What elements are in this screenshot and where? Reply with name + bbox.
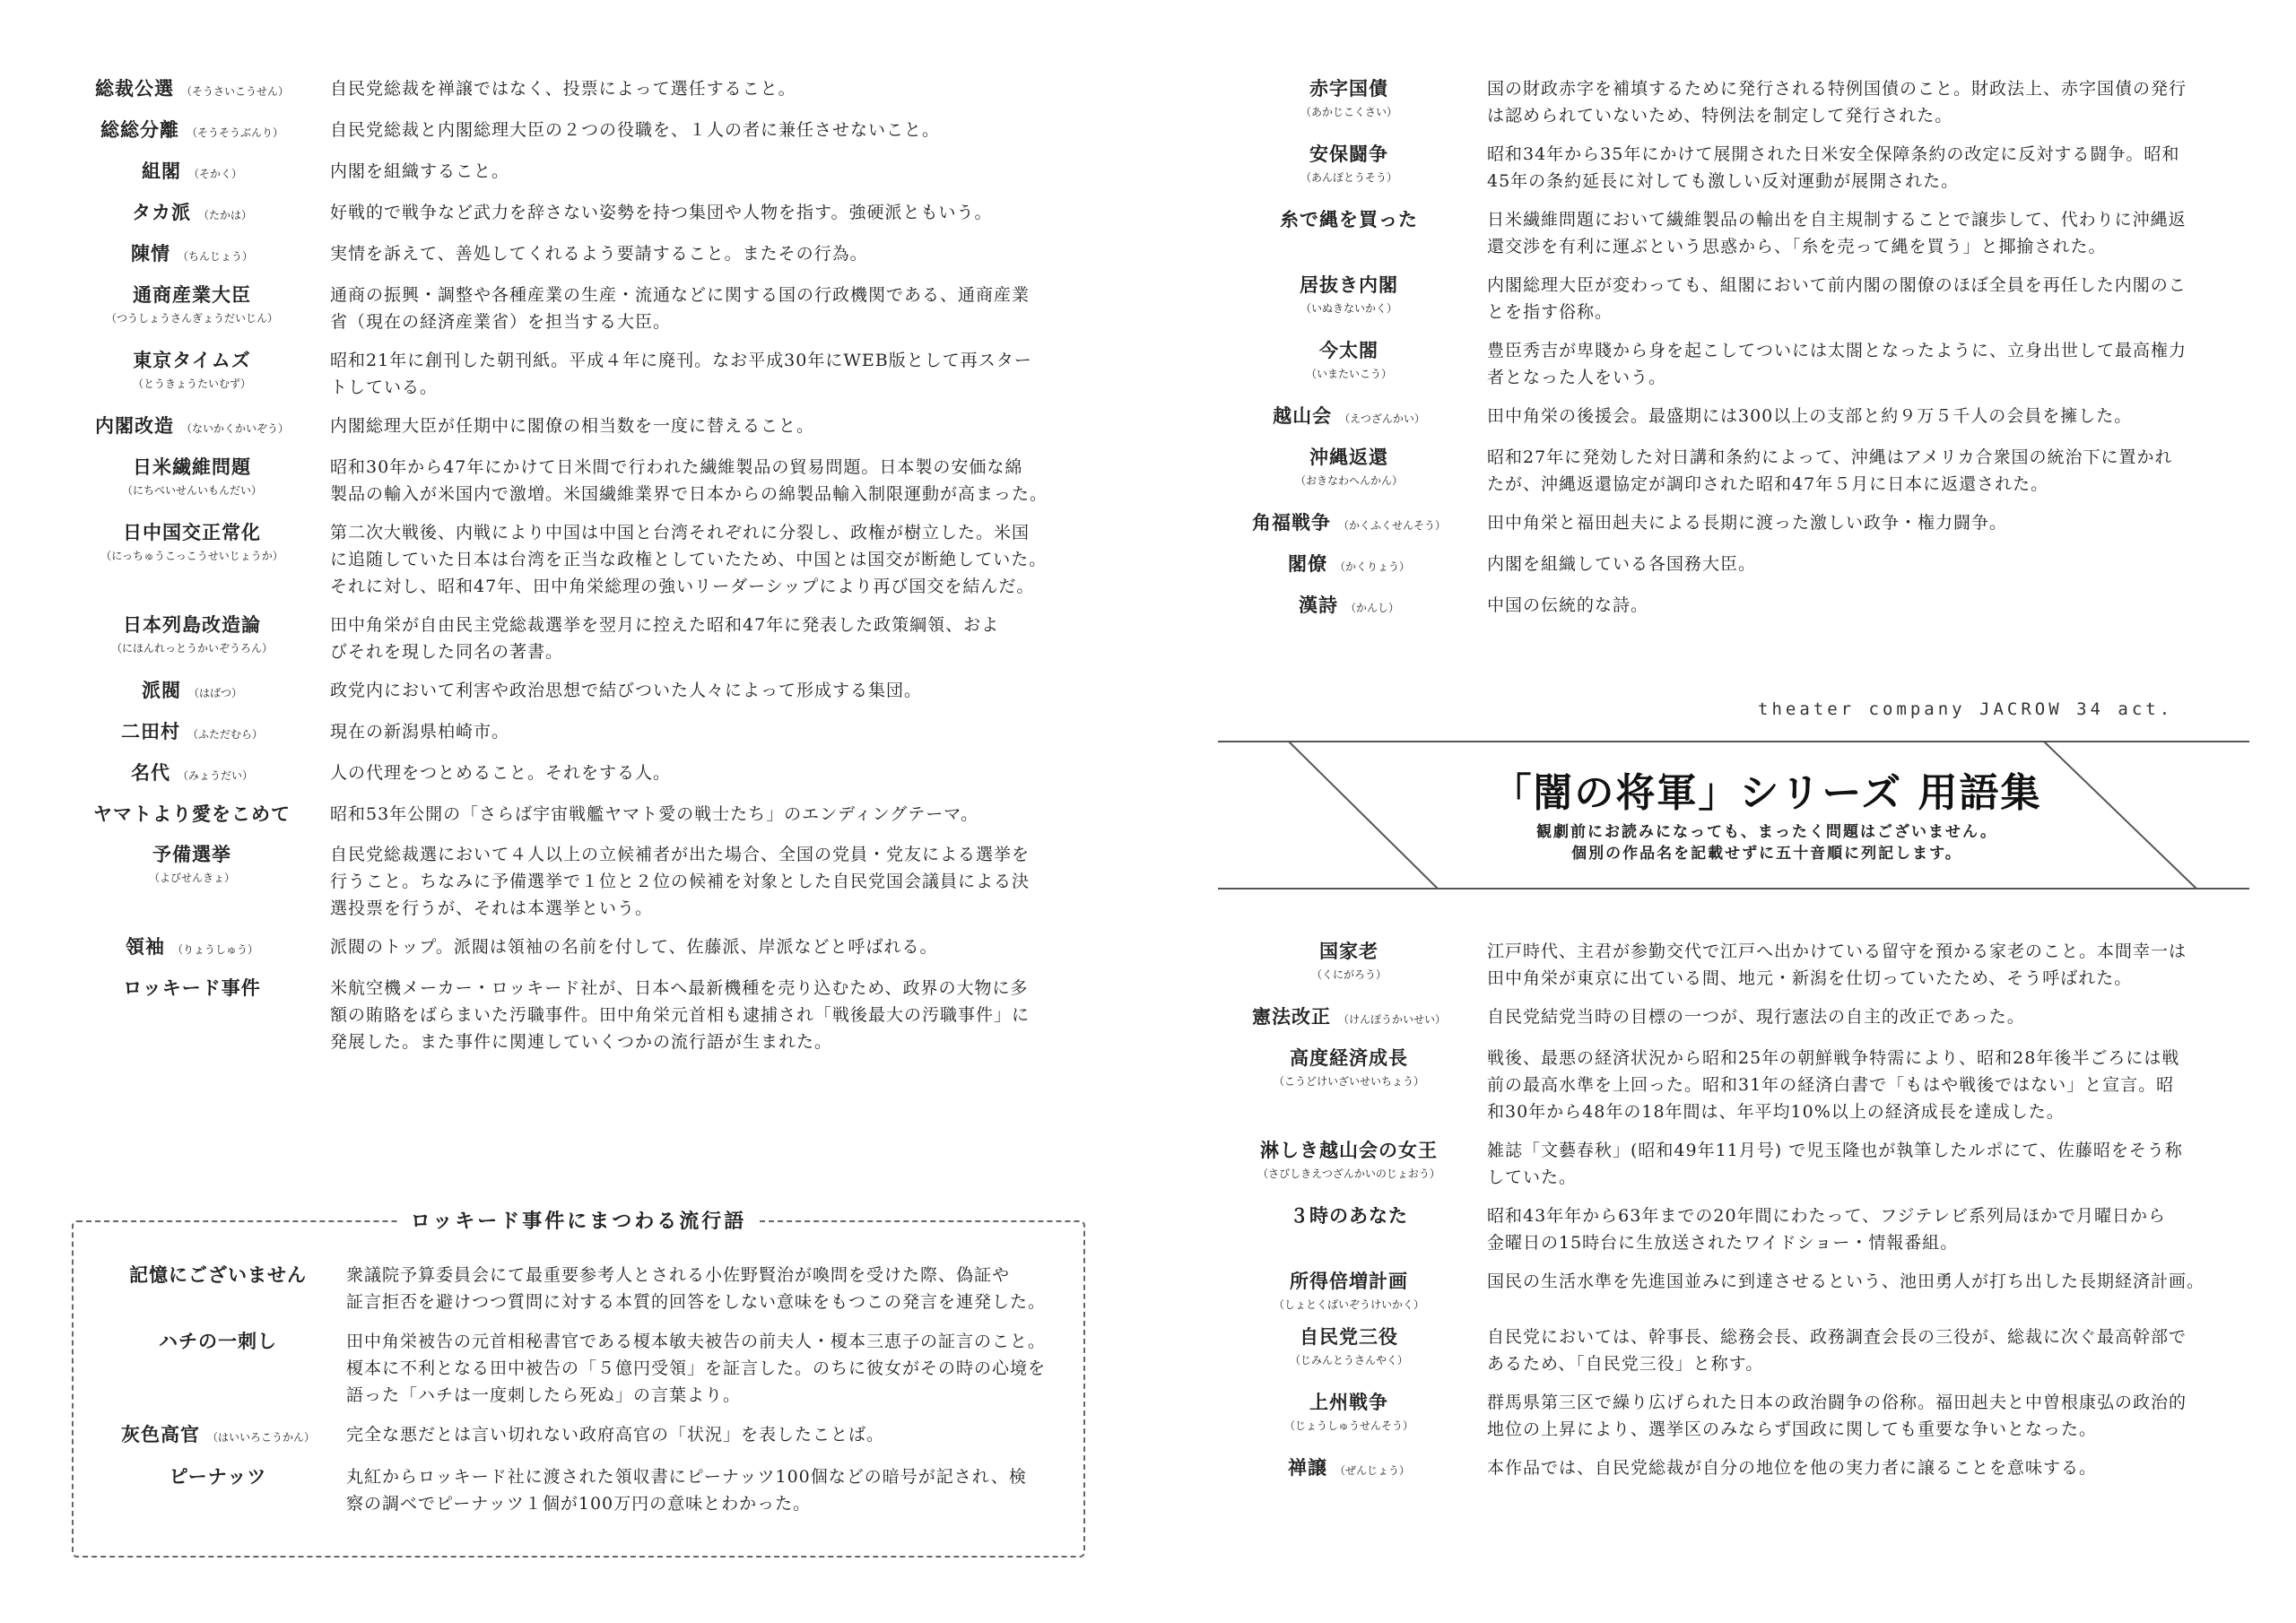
definition-line: 好戦的で戦争など武力を辞さない姿勢を持つ集団や人物を指す。強硬派ともいう。: [330, 203, 993, 222]
glossary-term: [70, 718, 314, 748]
term-reading: （みょうだい）: [177, 769, 253, 782]
definition-line: 雑誌「文藝春秋」(昭和49年11月号) で児玉隆也が執筆したルポにて、佐藤昭をそう称: [1487, 1141, 2183, 1160]
glossary-entry: [106, 1262, 1057, 1315]
glossary-term: [70, 933, 314, 963]
glossary-entry: [1227, 403, 2258, 432]
glossary-definition: [1471, 272, 2258, 325]
glossary-definition: [1471, 337, 2258, 391]
definition-line: 製品の輸入が米国内で激増。米国繊維業界で日本からの綿製品輸入制限運動が高まった。: [330, 484, 1048, 504]
glossary-term: [70, 75, 314, 105]
term-word: 閣僚: [1287, 552, 1327, 575]
glossary-definition: [314, 841, 1101, 922]
term-word: 総総分離: [100, 118, 179, 141]
term-reading: （ぜんじょう）: [1334, 1464, 1410, 1477]
glossary-entry: [1227, 444, 2258, 498]
term-reading: （けんぽうかいせい）: [1337, 1013, 1446, 1026]
right-bottom-glossary: [1227, 938, 2258, 1496]
glossary-definition: [330, 1262, 1057, 1315]
definition-line: あるため、「自民党三役」と称す。: [1487, 1354, 1764, 1374]
glossary-definition: [314, 75, 1101, 102]
definition-line: 中国の伝統的な詩。: [1487, 595, 1649, 615]
glossary-entry: [1227, 509, 2258, 539]
definition-line: 田中角栄が東京に出ている間、地元・新潟を仕切っていたため、そう呼ばれた。: [1487, 968, 2133, 988]
definition-line: 者となった人をいう。: [1487, 368, 1667, 387]
page-title: 「闇の将軍」シリーズ 用語集: [1492, 770, 2042, 816]
glossary-term: [106, 1463, 330, 1492]
term-word: 赤字国債: [1309, 77, 1388, 100]
glossary-definition: [314, 412, 1101, 439]
glossary-entry: [1227, 1202, 2258, 1256]
glossary-entry: [70, 933, 1101, 963]
definition-line: 榎本に不利となる田中被告の「５億円受領」を証言した。のちに彼女がその時の心境を: [346, 1358, 1047, 1378]
term-word: 角福戦争: [1251, 511, 1331, 534]
definition-line: 田中角栄と福田赳夫による長期に渡った激しい政争・権力闘争。: [1487, 513, 2008, 533]
glossary-entry: [70, 841, 1101, 922]
definition-line: 前の最高水準を上回った。昭和31年の経済白書で「もはや戦後ではない」と宣言。昭: [1487, 1075, 2175, 1095]
glossary-entry: [70, 612, 1101, 665]
definition-line: 米航空機メーカー・ロッキード社が、日本へ最新機種を売り込むため、政界の大物に多: [330, 978, 1029, 998]
glossary-term: [1227, 1137, 1471, 1181]
definition-line: 自民党総裁を禅譲ではなく、投票によって選任すること。: [330, 79, 796, 99]
definition-line: 現在の新潟県柏崎市。: [330, 722, 510, 742]
glossary-definition: [314, 612, 1101, 665]
glossary-term: [70, 454, 314, 498]
glossary-term: [1227, 444, 1471, 488]
definition-line: 内閣総理大臣が任期中に閣僚の相当数を一度に替えること。: [330, 416, 815, 436]
term-word: 漢詩: [1298, 594, 1338, 616]
glossary-entry: [1227, 337, 2258, 391]
definition-line: 自民党結党当時の目標の一つが、現行憲法の自主的改正であった。: [1487, 1007, 2025, 1027]
term-reading: （じょうしゅうせんそう）: [1283, 1419, 1413, 1432]
glossary-definition: [1471, 1137, 2258, 1191]
glossary-definition: [1471, 1389, 2258, 1443]
definition-line: 派閥のトップ。派閥は領袖の名前を付して、佐藤派、岸派などと呼ばれる。: [330, 937, 938, 957]
term-word: ハチの一刺し: [159, 1330, 277, 1352]
box-title: ロッキード事件にまつわる流行語: [398, 1210, 760, 1233]
definition-line: 実情を訴えて、善処してくれるよう要請すること。またその行為。: [330, 244, 868, 264]
glossary-definition: [1471, 938, 2258, 992]
term-word: 今太閤: [1319, 339, 1378, 361]
term-word: 越山会: [1273, 404, 1333, 427]
glossary-term: [1227, 938, 1471, 982]
definition-line: 第二次大戦後、内戦により中国は中国と台湾それぞれに分裂し、政権が樹立した。米国: [330, 523, 1031, 542]
term-reading: （あんぽとうそう）: [1300, 171, 1397, 184]
glossary-entry: [70, 519, 1101, 600]
glossary-entry: [106, 1328, 1057, 1409]
glossary-definition: [1471, 403, 2258, 430]
definition-line: 完全な悪だとは言い切れない政府高官の「状況」を表したことば。: [346, 1425, 885, 1445]
definition-line: それに対し、昭和47年、田中角栄総理の強いリーダーシップにより再び国交を結んだ。: [330, 577, 1035, 596]
definition-line: 群馬県第三区で繰り広げられた日本の政治闘争の俗称。福田赳夫と中曽根康弘の政治的: [1487, 1393, 2187, 1412]
company-credit: theater company JACROW 34 act.: [1758, 699, 2174, 719]
glossary-definition: [314, 240, 1101, 267]
definition-line: 内閣総理大臣が変わっても、組閣において前内閣の閣僚のほぼ全員を再任した内閣のこ: [1487, 275, 2187, 295]
term-reading: （にほんれっとうかいぞうろん）: [110, 642, 273, 655]
glossary-term: [70, 519, 314, 563]
definition-line: 田中角栄の後援会。最盛期には300以上の支部と約９万５千人の会員を擁した。: [1487, 406, 2133, 426]
glossary-term: [1227, 1324, 1471, 1367]
definition-line: 還交渉を有利に運ぶという思惑から、「糸を売って縄を買う」と揶揄された。: [1487, 237, 2107, 256]
term-word: 日米繊維問題: [133, 456, 251, 478]
glossary-entry: [70, 117, 1101, 146]
term-word: 組閣: [141, 160, 181, 182]
glossary-entry: [70, 199, 1101, 229]
term-word: 高度経済成長: [1290, 1046, 1408, 1069]
definition-line: 証言拒否を避けつつ質問に対する本質的回答をしない意味をもつこの発言を連発した。: [346, 1292, 1047, 1312]
term-reading: （あかじこくさい）: [1300, 106, 1397, 118]
term-reading: （そかく）: [187, 168, 242, 180]
term-word: 領袖: [125, 935, 165, 958]
glossary-entry: [1227, 75, 2258, 129]
glossary-term: [70, 282, 314, 325]
term-word: ピーナッツ: [169, 1465, 267, 1488]
subtitle-line-2: 個別の作品名を記載せずに五十音順に列記します。: [1571, 845, 1962, 863]
term-word: 派閥: [141, 679, 181, 701]
glossary-definition: [314, 282, 1101, 335]
term-reading: （いまたいこう）: [1305, 368, 1392, 380]
glossary-entry: [70, 282, 1101, 335]
term-reading: （ちんじょう）: [177, 250, 253, 263]
glossary-definition: [314, 454, 1101, 508]
term-reading: （ないかくかいぞう）: [180, 422, 289, 435]
glossary-entry: [70, 975, 1101, 1055]
term-reading: （にっちゅうこっこうせいじょうか）: [100, 550, 283, 562]
term-word: 安保闘争: [1309, 143, 1388, 165]
term-word: 陳情: [130, 242, 170, 265]
glossary-term: [1227, 1389, 1471, 1433]
glossary-definition: [1471, 1045, 2258, 1125]
term-reading: （そうそうぶんり）: [186, 126, 283, 139]
glossary-definition: [330, 1463, 1057, 1517]
glossary-entry: [1227, 272, 2258, 325]
glossary-definition: [1471, 206, 2258, 260]
glossary-term: [1227, 206, 1471, 235]
term-reading: （えつざんかい）: [1339, 412, 1425, 425]
term-word: ３時のあなた: [1290, 1204, 1408, 1227]
glossary-definition: [1471, 551, 2258, 577]
definition-line: 通商の振興・調整や各種産業の生産・流通などに関する国の行政機関である、通商産業: [330, 285, 1031, 305]
definition-line: 本作品では、自民党総裁が自分の地位を他の実力者に譲ることを意味する。: [1487, 1458, 2098, 1478]
definition-line: 額の賄賂をばらまいた汚職事件。田中角栄元首相も逮捕され「戦後最大の汚職事件」に: [330, 1005, 1031, 1025]
term-reading: （しょとくばいぞうけいかく）: [1273, 1298, 1424, 1311]
definition-line: 和30年から48年の18年間は、年平均10%以上の経済成長を達成した。: [1487, 1102, 2065, 1122]
definition-line: 自民党においては、幹事長、総務会長、政務調査会長の三役が、総裁に次ぐ最高幹部で: [1487, 1327, 2187, 1347]
definition-line: 昭和27年に発効した対日講和条約によって、沖縄はアメリカ合衆国の統治下に置かれ: [1487, 447, 2173, 467]
glossary-entry: [1227, 1045, 2258, 1125]
glossary-definition: [330, 1328, 1057, 1409]
definition-line: とを指す俗称。: [1487, 302, 1613, 322]
definition-line: 内閣を組織している各国務大臣。: [1487, 554, 1757, 574]
glossary-definition: [314, 718, 1101, 745]
term-reading: （かくりょう）: [1334, 560, 1410, 573]
definition-line: 衆議院予算委員会にて最重要参考人とされる小佐野賢治が喚問を受けた際、偽証や: [346, 1265, 1011, 1285]
definition-line: 政党内において利害や政治思想で結びついた人々によって形成する集団。: [330, 681, 923, 700]
definition-line: 発展した。また事件に関連していくつかの流行語が生まれた。: [330, 1032, 833, 1052]
glossary-term: [106, 1421, 330, 1451]
glossary-definition: [314, 347, 1101, 401]
glossary-definition: [1471, 75, 2258, 129]
glossary-term: [1227, 141, 1471, 185]
term-word: 沖縄返還: [1309, 446, 1388, 468]
term-reading: （いぬきないかく）: [1300, 302, 1397, 315]
glossary-entry: [1227, 1268, 2258, 1312]
definition-line: 人の代理をつとめること。それをする人。: [330, 763, 672, 783]
glossary-term: [1227, 403, 1471, 432]
definition-line: 察の調べでピーナッツ１個が100万円の意味とわかった。: [346, 1494, 812, 1514]
term-word: 二田村: [120, 720, 180, 742]
term-word: 国家老: [1319, 940, 1378, 962]
definition-line: 豊臣秀吉が卑賤から身を起こしてついには太閤となったように、立身出世して最高権力: [1487, 341, 2187, 360]
glossary-entry: [1227, 592, 2258, 621]
definition-line: 国の財政赤字を補填するために発行される特例国債のこと。財政法上、赤字国債の発行: [1487, 79, 2187, 99]
glossary-entry: [70, 677, 1101, 707]
glossary-definition: [314, 158, 1101, 185]
glossary-entry: [106, 1463, 1057, 1517]
glossary-term: [1227, 1045, 1471, 1089]
glossary-definition: [314, 759, 1101, 786]
definition-line: 省（現在の経済産業省）を担当する大臣。: [330, 312, 672, 332]
definition-line: 自民党総裁と内閣総理大臣の２つの役職を、１人の者に兼任させないこと。: [330, 120, 941, 140]
glossary-definition: [1471, 1268, 2258, 1295]
glossary-entry: [1227, 1389, 2258, 1443]
definition-line: 昭和43年年から63年までの20年間にわたって、フジテレビ系列局ほかで月曜日から: [1487, 1206, 2167, 1226]
glossary-term: [70, 240, 314, 270]
glossary-term: [1227, 1202, 1471, 1231]
definition-line: 国民の生活水準を先進国並みに到達させるという、池田勇人が打ち出した長期経済計画。: [1487, 1271, 2205, 1291]
glossary-definition: [330, 1421, 1057, 1448]
glossary-entry: [70, 75, 1101, 105]
definition-line: 語った「ハチは一度刺したら死ぬ」の言葉より。: [346, 1385, 742, 1405]
glossary-term: [70, 347, 314, 391]
term-word: 通商産業大臣: [133, 283, 251, 306]
subtitle-line-1: 観劇前にお読みになっても、まったく問題はございません。: [1535, 823, 1998, 841]
glossary-term: [1227, 1268, 1471, 1312]
glossary-definition: [314, 199, 1101, 226]
definition-line: 昭和34年から35年にかけて展開された日米安全保障条約の改定に反対する闘争。昭和: [1487, 144, 2180, 164]
term-word: 居抜き内閣: [1300, 273, 1398, 296]
glossary-entry: [70, 801, 1101, 829]
glossary-term: [1227, 592, 1471, 621]
term-word: 日中国交正常化: [123, 521, 261, 543]
definition-line: 自民党総裁選において４人以上の立候補者が出た場合、全国の党員・党友による選挙を: [330, 845, 1031, 864]
glossary-term: [70, 677, 314, 707]
lockheed-buzzwords-box: [72, 1210, 1085, 1558]
glossary-entry: [1227, 1324, 2258, 1377]
glossary-entry: [70, 240, 1101, 270]
definition-line: 田中角栄が自由民主党総裁選挙を翌月に控えた昭和47年に発表した政策綱領、およ: [330, 615, 1000, 635]
term-reading: （つうしょうさんぎょうだいじん）: [105, 312, 278, 325]
term-word: 淋しき越山会の女王: [1260, 1139, 1438, 1161]
definition-line: 45年の条約延長に対しても激しい反対運動が展開された。: [1487, 171, 1960, 191]
definition-line: していた。: [1487, 1167, 1578, 1187]
page-subtitle: [1363, 821, 2170, 864]
glossary-definition: [1471, 141, 2258, 195]
term-word: 内閣改造: [94, 414, 174, 437]
glossary-entry: [1227, 938, 2258, 992]
term-reading: （こうどけいざいせいちょう）: [1273, 1075, 1424, 1088]
term-reading: （かくふくせんそう）: [1337, 519, 1446, 532]
definition-line: 金曜日の15時台に生放送されたワイドショー・情報番組。: [1487, 1233, 1959, 1253]
glossary-term: [1227, 551, 1471, 580]
term-word: タカ派: [131, 201, 191, 223]
term-reading: （りょうしゅう）: [171, 943, 258, 956]
glossary-entry: [1227, 1003, 2258, 1033]
term-reading: （くにがろう）: [1310, 968, 1387, 981]
glossary-definition: [1471, 592, 2258, 619]
left-glossary: [70, 75, 1101, 1067]
glossary-term: [70, 975, 314, 1003]
glossary-term: [70, 199, 314, 229]
glossary-entry: [70, 454, 1101, 508]
glossary-term: [106, 1328, 330, 1357]
glossary-definition: [314, 933, 1101, 960]
glossary-entry: [106, 1421, 1057, 1451]
definition-line: 日米繊維問題において繊維製品の輸出を自主規制することで譲歩して、代わりに沖縄返: [1487, 210, 2187, 230]
glossary-entry: [1227, 551, 2258, 580]
glossary-term: [1227, 1454, 1471, 1484]
term-word: ロッキード事件: [123, 976, 261, 999]
definition-line: たが、沖縄返還協定が調印された昭和47年５月に日本に返還された。: [1487, 474, 2049, 494]
term-reading: （おきなわへんかん）: [1294, 474, 1403, 487]
definition-line: 江戸時代、主君が参勤交代で江戸へ出かけている留守を預かる家老のこと。本間幸一は: [1487, 942, 2187, 961]
glossary-definition: [1471, 509, 2258, 536]
term-word: 自民党三役: [1300, 1325, 1398, 1348]
glossary-definition: [1471, 1003, 2258, 1030]
glossary-definition: [1471, 1454, 2258, 1481]
term-word: 名代: [130, 761, 170, 784]
term-reading: （とうきょうたいむず）: [132, 378, 251, 390]
term-reading: （ふただむら）: [187, 728, 263, 741]
glossary-entry: [70, 347, 1101, 401]
term-word: ヤマトより愛をこめて: [93, 803, 291, 825]
definition-line: トしている。: [330, 378, 439, 397]
glossary-entry: [70, 158, 1101, 187]
glossary-term: [1227, 272, 1471, 316]
term-word: 上州戦争: [1309, 1391, 1388, 1413]
glossary-entry: [70, 412, 1101, 442]
glossary-term: [70, 612, 314, 655]
glossary-definition: [1471, 1324, 2258, 1377]
glossary-definition: [1471, 444, 2258, 498]
glossary-term: [70, 412, 314, 442]
term-word: 憲法改正: [1251, 1005, 1331, 1028]
right-top-glossary: [1227, 75, 2258, 633]
term-word: 所得倍増計画: [1290, 1270, 1408, 1292]
definition-line: 丸紅からロッキード社に渡された領収書にピーナッツ100個などの暗号が記され、検: [346, 1467, 1027, 1487]
definition-line: 内閣を組織すること。: [330, 161, 510, 181]
definition-line: に追随していた日本は台湾を正当な政権としていたため、中国とは国交が断絶していた。: [330, 550, 1048, 569]
glossary-term: [70, 158, 314, 187]
term-word: 灰色高官: [120, 1423, 200, 1445]
term-reading: （じみんとうさんやく）: [1289, 1354, 1408, 1367]
glossary-term: [106, 1262, 330, 1290]
definition-line: 田中角栄被告の元首相秘書官である榎本敏夫被告の前夫人・榎本三恵子の証言のこと。: [346, 1332, 1047, 1351]
glossary-definition: [314, 677, 1101, 704]
glossary-definition: [1471, 1202, 2258, 1256]
glossary-definition: [314, 801, 1101, 828]
term-reading: （かんし）: [1344, 602, 1399, 614]
definition-line: 昭和53年公開の「さらば宇宙戦艦ヤマト愛の戦士たち」のエンディングテーマ。: [330, 804, 979, 824]
term-reading: （さびしきえつざんかいのじょおう）: [1257, 1167, 1440, 1180]
glossary-definition: [314, 975, 1101, 1055]
term-reading: （にちべいせんいもんだい）: [121, 484, 262, 497]
term-reading: （はばつ）: [187, 687, 242, 699]
definition-line: 選投票を行うが、それは本選挙という。: [330, 898, 654, 918]
glossary-entry: [70, 718, 1101, 748]
definition-line: 行うこと。ちなみに予備選挙で１位と２位の候補を対象とした自民党国会議員による決: [330, 872, 1031, 891]
term-word: 糸で縄を買った: [1280, 208, 1418, 230]
glossary-term: [1227, 337, 1471, 381]
glossary-definition: [314, 519, 1101, 600]
glossary-entry: [70, 759, 1101, 789]
term-word: 日本列島改造論: [123, 613, 261, 636]
glossary-definition: [314, 117, 1101, 143]
definition-line: は認められていないため、特例法を制定して発行された。: [1487, 106, 1953, 126]
term-reading: （たかは）: [197, 209, 252, 221]
buzzword-list: [106, 1262, 1057, 1530]
glossary-entry: [1227, 1137, 2258, 1191]
glossary-term: [1227, 509, 1471, 539]
glossary-term: [1227, 75, 1471, 119]
definition-line: 昭和21年に創刊した朝刊紙。平成４年に廃刊。なお平成30年にWEB版として再スター: [330, 351, 1032, 370]
term-word: 禅譲: [1287, 1456, 1327, 1479]
glossary-term: [70, 117, 314, 146]
glossary-entry: [1227, 206, 2258, 260]
glossary-term: [70, 841, 314, 885]
term-reading: （そうさいこうせん）: [180, 85, 289, 98]
term-word: 予備選挙: [152, 843, 231, 865]
term-word: 記憶にございません: [129, 1263, 307, 1286]
term-reading: （よびせんきょ）: [148, 872, 235, 884]
glossary-term: [70, 759, 314, 789]
definition-line: 地位の上昇により、選挙区のみならず国政に関しても重要な争いとなった。: [1487, 1419, 2098, 1439]
definition-line: 戦後、最悪の経済状況から昭和25年の朝鮮戦争特需により、昭和28年後半ごろには戦: [1487, 1048, 2180, 1068]
term-word: 総裁公選: [94, 77, 174, 100]
term-reading: （はいいろこうかん）: [206, 1431, 315, 1444]
definition-line: 昭和30年から47年にかけて日米間で行われた繊維製品の貿易問題。日本製の安価な綿: [330, 457, 1023, 477]
glossary-entry: [1227, 1454, 2258, 1484]
glossary-entry: [1227, 141, 2258, 195]
glossary-term: [70, 801, 314, 829]
definition-line: びそれを現した同名の著書。: [330, 642, 564, 662]
glossary-term: [1227, 1003, 1471, 1033]
term-word: 東京タイムズ: [133, 349, 251, 371]
